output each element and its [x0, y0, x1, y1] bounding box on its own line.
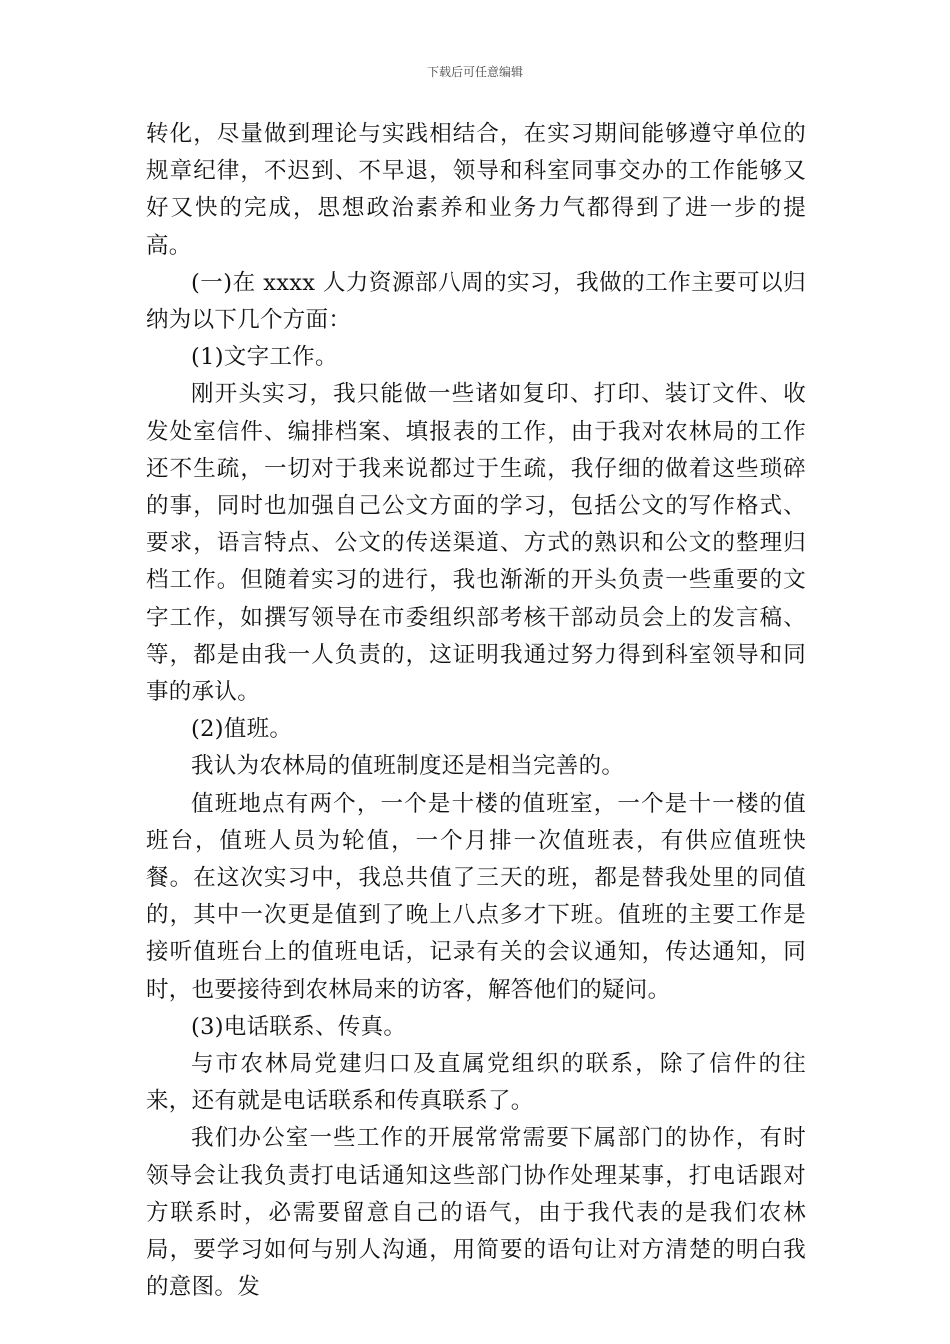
heading-duty: (2)值班。: [191, 716, 293, 743]
paragraph-office-cooperation: 我们办公室一些工作的开展常常需要下属部门的协作，有时领导会让我负责打电话通知这些部门协作处理某事，打电话跟对方联系时，必需要留意自己的语气，由于我代表的是我们农林局，要学习如何与别人沟通，用简要的语句让对方清楚的明白我的意图。发: [146, 1125, 806, 1301]
document-body: [146, 116, 806, 1307]
page-header: 下载后可任意编辑: [426, 65, 523, 79]
paragraph-duty-details: 值班地点有两个，一个是十楼的值班室，一个是十一楼的值班台，值班人员为轮值，一个月排一次值班表，有供应值班快餐。在这次实习中，我总共值了三天的班，都是替我处里的同值的，其中一次更是值到了晚上八点多才下班。值班的主要工作是接听值班台上的值班电话，记录有关的会议通知，传达通知，同时，也要接待到农林局来的访客，解答他们的疑问。: [146, 790, 806, 1003]
heading-phone-fax: (3)电话联系、传真。: [191, 1013, 407, 1040]
paragraph-text-work: 刚开头实习，我只能做一些诸如复印、打印、装订文件、收发处室信件、编排档案、填报表的工作，由于我对农林局的工作还不生疏，一切对于我来说都过于生疏，我仔细的做着这些琐碎的事，同时也加强自己公文方面的学习，包括公文的写作格式、要求，语言特点、公文的传送渠道、方式的熟识和公文的整理归档工作。但随着实习的进行，我也渐渐的开头负责一些重要的文字工作，如撰写领导在市委组织部考核干部动员会上的发言稿、等，都是由我一人负责的，这证明我通过努力得到科室领导和同事的承认。: [146, 381, 806, 706]
heading-text-work: (1)文字工作。: [191, 344, 338, 371]
paragraph-continuation: 转化，尽量做到理论与实践相结合，在实习期间能够遵守单位的规章纪律，不迟到、不早退，领导和科室同事交办的工作能够又好又快的完成，思想政治素养和业务力气都得到了进一步的提高。: [146, 121, 806, 259]
paragraph-duty-system: 我认为农林局的值班制度还是相当完善的。: [191, 753, 625, 780]
paragraph-phone-contact: 与市农林局党建归口及直属党组织的联系，除了信件的往来，还有就是电话联系和传真联系了。: [146, 1051, 806, 1115]
paragraph-section-intro: (一)在 xxxx 人力资源部八周的实习，我做的工作主要可以归纳为以下几个方面：: [146, 269, 806, 334]
